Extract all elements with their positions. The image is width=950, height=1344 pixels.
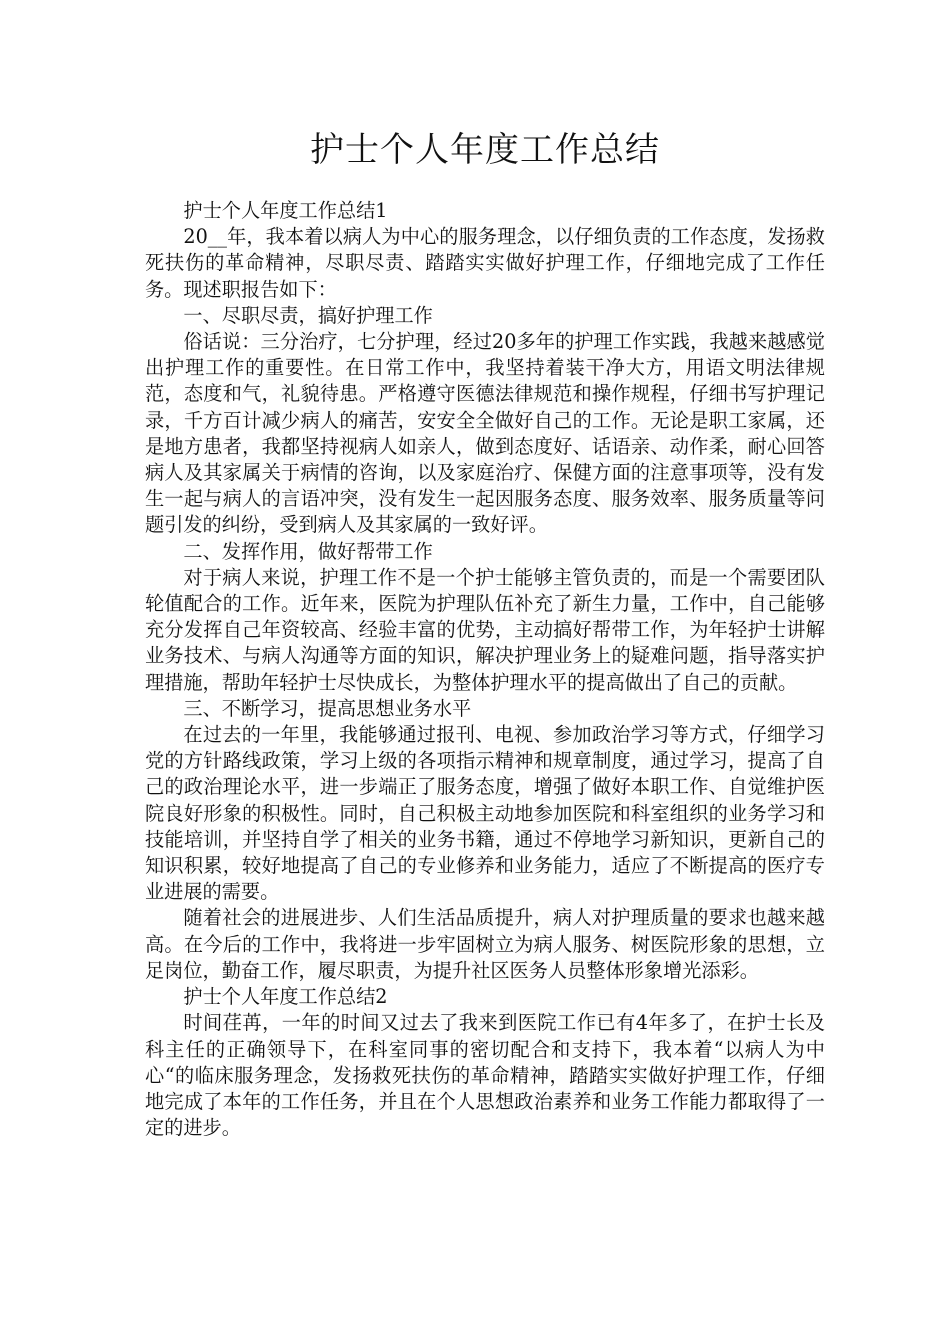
subheading: 三、不断学习，提高思想业务水平 [183,696,472,720]
document-body [145,198,825,1141]
document-title: 护士个人年度工作总结 [310,130,660,170]
paragraph: 在过去的一年里，我能够通过报刊、电视、参加政治学习等方式，仔细学习党的方针路线政策，学习上级的各项指示精神和规章制度，通过学习，提高了自己的政治理论水平，进一步端正了服务态度，增强了做好本职工作、自觉维护医院良好形象的积极性。同时，自己积极主动地参加医院和科室组织的业务学习和技能培训，并坚持自学了相关的业务书籍，通过不停地学习新知识，更新自己的知识积累，较好地提高了自己的专业修养和业务能力，适应了不断提高的医疗专业进展的需要。 [145,723,825,904]
subheading: 一、尽职尽责，搞好护理工作 [183,303,433,327]
paragraph: 对于病人来说，护理工作不是一个护士能够主管负责的，而是一个需要团队轮值配合的工作。近年来，医院为护理队伍补充了新生力量，工作中，自己能够充分发挥自己年资较高、经验丰富的优势，主动搞好帮带工作，为年轻护士讲解业务技术、与病人沟通等方面的知识，解决护理业务上的疑难问题，指导落实护理措施，帮助年轻护士尽快成长，为整体护理水平的提高做出了自己的贡献。 [145,565,825,694]
section-heading-1: 护士个人年度工作总结1 [183,199,388,222]
paragraph: 时间荏苒，一年的时间又过去了我来到医院工作已有4年多了，在护士长及科主任的正确领导下，在科室同事的密切配合和支持下，我本着“以病人为中心“的临床服务理念，发扬救死扶伤的革命精神，踏踏实实做好护理工作，仔细地完成了本年的工作任务，并且在个人思想政治素养和业务工作能力都取得了一定的进步。 [145,1011,825,1140]
paragraph: 俗话说：三分治疗，七分护理，经过20多年的护理工作实践，我越来越感觉出护理工作的重要性。在日常工作中，我坚持着装干净大方，用语文明法律规范，态度和气，礼貌待患。严格遵守医德法律规范和操作规程，仔细书写护理记录，千方百计减少病人的痛苦，安安全全做好自己的工作。无论是职工家属，还是地方患者，我都坚持视病人如亲人，做到态度好、话语亲、动作柔，耐心回答病人及其家属关于病情的咨询，以及家庭治疗、保健方面的注意事项等，没有发生一起与病人的言语冲突，没有发生一起因服务态度、服务效率、服务质量等问题引发的纠纷，受到病人及其家属的一致好评。 [145,330,825,537]
subheading: 二、发挥作用，做好帮带工作 [183,539,433,563]
paragraph: 20__年，我本着以病人为中心的服务理念，以仔细负责的工作态度，发扬救死扶伤的革命精神，尽职尽责、踏踏实实做好护理工作，仔细地完成了工作任务。现述职报告如下： [145,225,825,301]
section-heading-2: 护士个人年度工作总结2 [183,985,388,1009]
paragraph: 随着社会的进展进步、人们生活品质提升，病人对护理质量的要求也越来越高。在今后的工作中，我将进一步牢固树立为病人服务、树医院形象的思想，立足岗位，勤奋工作，履尽职责，为提升社区医务人员整体形象增光添彩。 [145,906,825,982]
document-page [145,128,825,1141]
